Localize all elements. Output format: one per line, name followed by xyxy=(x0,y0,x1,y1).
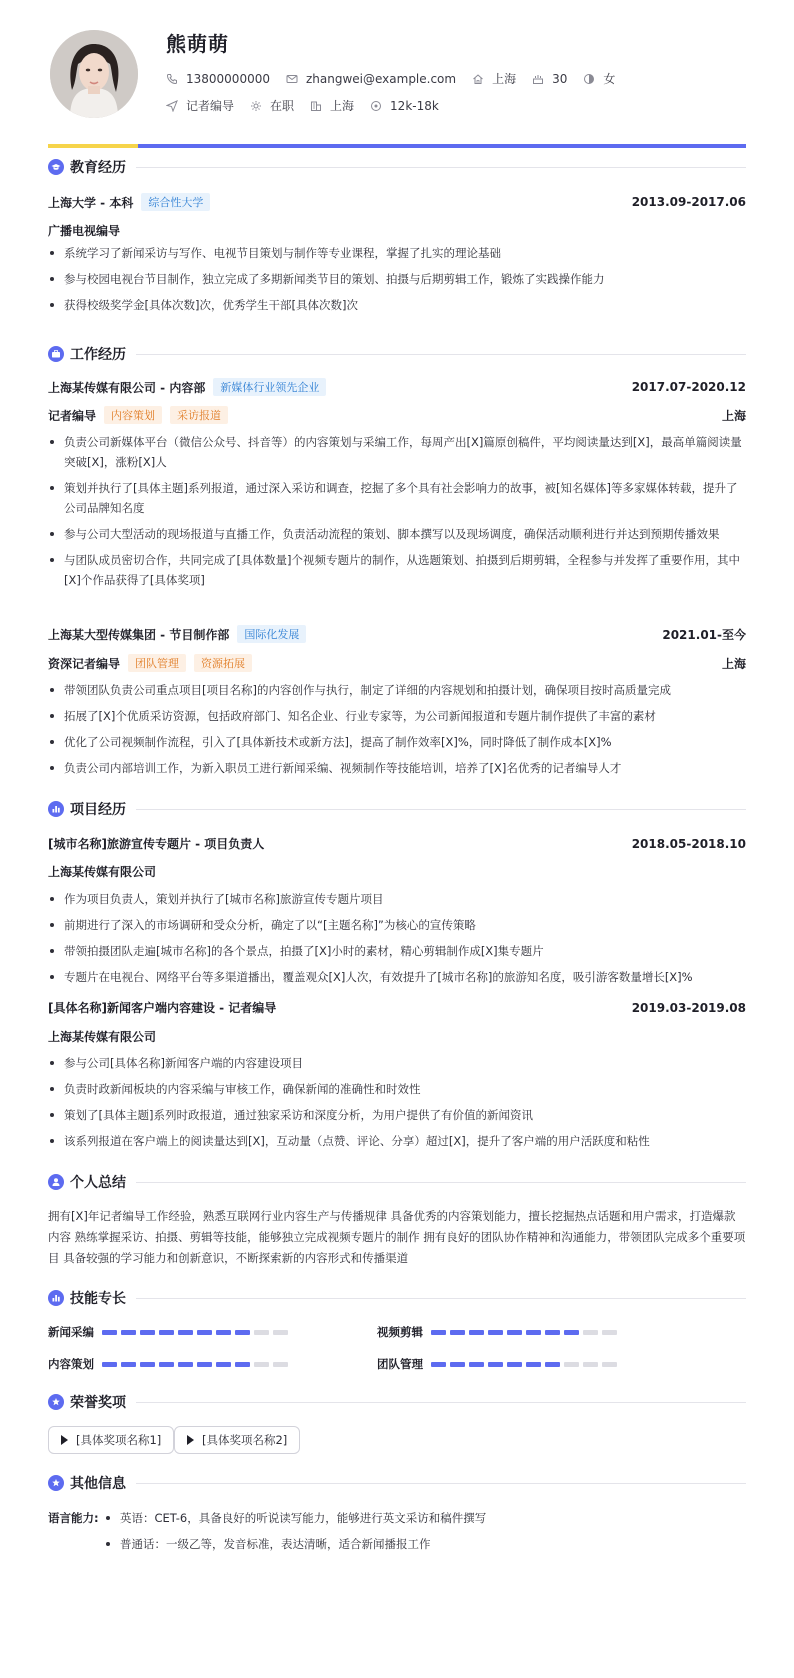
skill-segment-filled xyxy=(431,1330,446,1335)
hometown-text: 上海 xyxy=(492,72,517,86)
work-heading: 工作经历 xyxy=(70,347,126,363)
job-2-role-row xyxy=(48,654,746,672)
skill-item xyxy=(377,1324,621,1340)
award-item-1[interactable] xyxy=(48,1426,174,1454)
header-divider-accent xyxy=(48,144,138,148)
email-item xyxy=(286,72,456,86)
skill-segment-filled xyxy=(545,1330,560,1335)
education-bullets xyxy=(48,243,746,321)
project-title: [具体名称]新闻客户端内容建设 - 记者编导 xyxy=(48,1001,277,1015)
skill-segment-filled xyxy=(216,1330,231,1335)
skills-heading: 技能专长 xyxy=(70,1291,126,1307)
list-item: 带领拍摄团队走遍[城市名称]的各个景点，拍摄了[X]小时的素材，精心剪辑制作成[X]集专题片 xyxy=(48,941,746,961)
job-date: 2017.07-2020.12 xyxy=(631,380,746,394)
project-org: 上海某传媒有限公司 xyxy=(48,1030,157,1044)
project-1-org-row xyxy=(48,863,746,880)
list-item: 专题片在电视台、网络平台等多渠道播出，覆盖观众[X]人次，有效提升了[城市名称]的旅游知名度，吸引游客数量增长[X]% xyxy=(48,967,746,987)
job-1-bullets xyxy=(48,432,746,596)
skill-segment-filled xyxy=(488,1330,503,1335)
skill-segment-empty xyxy=(564,1362,579,1367)
skill-segment-empty xyxy=(273,1362,288,1367)
job-1-role-row xyxy=(48,406,746,424)
list-item: 负责时政新闻板块的内容采编与审核工作，确保新闻的准确性和时效性 xyxy=(48,1079,746,1099)
list-item: 参与校园电视台节目制作，独立完成了多期新闻类节目的策划、拍摄与后期剪辑工作，锻炼了实践操作能力 xyxy=(48,269,746,289)
skill-segment-empty xyxy=(602,1330,617,1335)
salary-item xyxy=(370,99,439,113)
job-title-item xyxy=(166,97,234,114)
list-item: 参与公司大型活动的现场报道与直播工作，负责活动流程的策划、脚本撰写以及现场调度，确保活动顺利进行并达到预期传播效果 xyxy=(48,524,746,544)
skill-segment-filled xyxy=(564,1330,579,1335)
project-1-header xyxy=(48,835,746,852)
resume-header xyxy=(48,0,746,150)
salary-text: 12k-18k xyxy=(390,98,439,113)
skill-segment-filled xyxy=(235,1362,250,1367)
gender-item xyxy=(583,70,615,87)
skill-segment-filled xyxy=(526,1362,541,1367)
skill-segment-filled xyxy=(178,1362,193,1367)
skills-section-header xyxy=(48,1288,746,1308)
project-2-header xyxy=(48,999,746,1016)
phone-icon xyxy=(166,73,178,85)
avatar xyxy=(50,30,138,118)
section-rule xyxy=(136,354,746,355)
job-1-header xyxy=(48,378,746,396)
city-text: 上海 xyxy=(330,99,355,113)
skill-item xyxy=(48,1324,292,1340)
skill-segment-empty xyxy=(254,1330,269,1335)
project-date: 2019.03-2019.08 xyxy=(631,1000,746,1015)
other-section-header xyxy=(48,1473,746,1493)
skill-segment-filled xyxy=(469,1362,484,1367)
job-location: 上海 xyxy=(721,408,746,423)
skill-segment-filled xyxy=(488,1362,503,1367)
status-item xyxy=(250,97,294,114)
major: 广播电视编导 xyxy=(48,224,121,238)
skill-segment-filled xyxy=(431,1362,446,1367)
skill-level-bar xyxy=(431,1362,621,1367)
company-title: 上海某大型传媒集团 - 节目制作部 xyxy=(48,627,230,642)
language-block xyxy=(48,1508,746,1560)
skill-segment-filled xyxy=(526,1330,541,1335)
skill-name: 新闻采编 xyxy=(48,1325,94,1339)
skill-segment-filled xyxy=(102,1330,117,1335)
project-1-bullets xyxy=(48,889,746,993)
list-item: 普通话：一级乙等，发音标准，表达清晰，适合新闻播报工作 xyxy=(104,1534,746,1554)
project-date: 2018.05-2018.10 xyxy=(631,836,746,851)
awards-heading: 荣誉奖项 xyxy=(70,1395,126,1411)
bar-chart-icon xyxy=(48,801,64,817)
awards-section-header xyxy=(48,1392,746,1412)
skill-level-bar xyxy=(102,1330,292,1335)
education-heading: 教育经历 xyxy=(70,160,126,176)
school-tag: 综合性大学 xyxy=(141,193,210,211)
job-intent-row xyxy=(166,97,455,114)
skill-item xyxy=(377,1356,621,1372)
user-icon xyxy=(48,1174,64,1190)
award-icon xyxy=(48,1394,64,1410)
skill-segment-filled xyxy=(159,1362,174,1367)
projects-heading: 项目经历 xyxy=(70,802,126,818)
job-2-bullets xyxy=(48,680,746,784)
skill-segment-filled xyxy=(450,1362,465,1367)
building-icon xyxy=(310,100,322,112)
gender-icon xyxy=(583,73,595,85)
list-item: 与团队成员密切合作，共同完成了[具体数量]个视频专题片的制作，从选题策划、拍摄到后期剪辑，全程参与并发挥了重要作用，其中[X]个作品获得了[具体奖项] xyxy=(48,550,746,590)
job-title-text: 记者编导 xyxy=(186,99,235,113)
list-item: 前期进行了深入的市场调研和受众分析，确定了以“[主题名称]”为核心的宣传策略 xyxy=(48,915,746,935)
header-divider xyxy=(48,144,746,148)
cake-icon xyxy=(532,73,544,85)
education-entry-header xyxy=(48,193,746,211)
summary-section-header xyxy=(48,1172,746,1192)
skill-segment-empty xyxy=(602,1362,617,1367)
section-rule xyxy=(136,1483,746,1484)
home-icon xyxy=(472,73,484,85)
job-date: 2021.01-至今 xyxy=(662,627,746,642)
project-2-org-row xyxy=(48,1028,746,1045)
section-rule xyxy=(136,167,746,168)
role-title: 资深记者编导 xyxy=(48,656,121,671)
list-item: 负责公司新媒体平台（微信公众号、抖音等）的内容策划与采编工作，每周产出[X]篇原创稿件，平均阅读量达到[X]，最高单篇阅读量突破[X]，涨粉[X]人 xyxy=(48,432,746,472)
skill-segment-filled xyxy=(140,1330,155,1335)
section-rule xyxy=(136,1298,746,1299)
role-tag: 团队管理 xyxy=(128,654,186,672)
skill-segment-filled xyxy=(235,1330,250,1335)
project-2-bullets xyxy=(48,1053,746,1157)
skill-name: 团队管理 xyxy=(377,1357,423,1371)
candidate-name: 熊萌萌 xyxy=(166,32,229,56)
phone-item xyxy=(166,72,270,86)
send-icon xyxy=(166,100,178,112)
language-list xyxy=(104,1508,746,1560)
graduation-cap-icon xyxy=(48,159,64,175)
role-title: 记者编导 xyxy=(48,408,97,423)
education-date: 2013.09-2017.06 xyxy=(631,195,746,209)
skill-name: 内容策划 xyxy=(48,1357,94,1371)
other-heading: 其他信息 xyxy=(70,1476,126,1492)
education-major-row xyxy=(48,222,746,239)
bar-chart-icon xyxy=(48,1290,64,1306)
school-title: 上海大学 - 本科 xyxy=(48,195,134,210)
skill-segment-empty xyxy=(254,1362,269,1367)
section-rule xyxy=(136,809,746,810)
list-item: 参与公司[具体名称]新闻客户端的内容建设项目 xyxy=(48,1053,746,1073)
portrait-photo-icon xyxy=(50,30,138,118)
skill-segment-filled xyxy=(178,1330,193,1335)
project-title: [城市名称]旅游宣传专题片 - 项目负责人 xyxy=(48,837,265,851)
company-tag: 新媒体行业领先企业 xyxy=(213,378,326,396)
play-triangle-icon xyxy=(61,1435,68,1445)
phone-text: 13800000000 xyxy=(186,71,270,86)
skill-segment-filled xyxy=(507,1362,522,1367)
status-text: 在职 xyxy=(270,99,295,113)
list-item: 英语：CET-6，具备良好的听说读写能力，能够进行英文采访和稿件撰写 xyxy=(104,1508,746,1528)
company-tag: 国际化发展 xyxy=(237,625,306,643)
award-label: [具体奖项名称1] xyxy=(76,1433,162,1447)
contact-row xyxy=(166,70,631,87)
skill-level-bar xyxy=(431,1330,621,1335)
award-item-2[interactable] xyxy=(174,1426,300,1454)
gear-icon xyxy=(250,100,262,112)
skill-item xyxy=(48,1356,292,1372)
skill-segment-filled xyxy=(159,1330,174,1335)
section-rule xyxy=(136,1182,746,1183)
age-text: 30 xyxy=(552,71,568,86)
gender-text: 女 xyxy=(603,72,616,86)
skill-segment-filled xyxy=(197,1362,212,1367)
education-section-header xyxy=(48,157,746,177)
coin-icon xyxy=(370,100,382,112)
age-item xyxy=(532,72,567,86)
company-title: 上海某传媒有限公司 - 内容部 xyxy=(48,380,206,395)
language-label: 语言能力: xyxy=(48,1511,99,1525)
list-item: 策划并执行了[具体主题]系列报道，通过深入采访和调查，挖掘了多个具有社会影响力的故事，被[知名媒体]等多家媒体转载，提升了公司品牌知名度 xyxy=(48,478,746,518)
skill-segment-filled xyxy=(102,1362,117,1367)
skill-segment-filled xyxy=(469,1330,484,1335)
list-item: 带领团队负责公司重点项目[项目名称]的内容创作与执行，制定了详细的内容规划和拍摄计划，确保项目按时高质量完成 xyxy=(48,680,746,700)
list-item: 优化了公司视频制作流程，引入了[具体新技术或新方法]，提高了制作效率[X]%，同时降低了制作成本[X]% xyxy=(48,732,746,752)
list-item: 作为项目负责人，策划并执行了[城市名称]旅游宣传专题片项目 xyxy=(48,889,746,909)
summary-text: 拥有[X]年记者编导工作经验，熟悉互联网行业内容生产与传播规律 具备优秀的内容策划能力，擅长挖掘热点话题和用户需求，打造爆款内容 熟练掌握采访、拍摄、剪辑等技能，能够独立完成视频专题片的制作 拥有良好的团队协作精神和沟通能力，带领团队完成多个重要项目 具备较强的学习能力和创新意识，不断探索新的内容形式和传播渠道 xyxy=(48,1209,746,1265)
list-item: 拓展了[X]个优质采访资源，包括政府部门、知名企业、行业专家等，为公司新闻报道和专题片制作提供了丰富的素材 xyxy=(48,706,746,726)
mail-icon xyxy=(286,73,298,85)
briefcase-icon xyxy=(48,346,64,362)
skill-segment-filled xyxy=(450,1330,465,1335)
job-location: 上海 xyxy=(721,656,746,671)
skill-segment-filled xyxy=(507,1330,522,1335)
hometown-item xyxy=(472,70,516,87)
project-org: 上海某传媒有限公司 xyxy=(48,865,157,879)
skill-segment-empty xyxy=(583,1362,598,1367)
role-tag: 内容策划 xyxy=(104,406,162,424)
play-triangle-icon xyxy=(187,1435,194,1445)
skill-segment-filled xyxy=(197,1330,212,1335)
role-tag: 资源拓展 xyxy=(194,654,252,672)
info-icon xyxy=(48,1475,64,1491)
skill-name: 视频剪辑 xyxy=(377,1325,423,1339)
work-section-header xyxy=(48,344,746,364)
list-item: 该系列报道在客户端上的阅读量达到[X]，互动量（点赞、评论、分享）超过[X]，提升了客户端的用户活跃度和粘性 xyxy=(48,1131,746,1151)
award-label: [具体奖项名称2] xyxy=(202,1433,288,1447)
skill-segment-empty xyxy=(583,1330,598,1335)
email-text: zhangwei@example.com xyxy=(305,71,457,86)
section-rule xyxy=(136,1402,746,1403)
skill-segment-filled xyxy=(140,1362,155,1367)
role-tag: 采访报道 xyxy=(170,406,228,424)
list-item: 负责公司内部培训工作，为新入职员工进行新闻采编、视频制作等技能培训，培养了[X]名优秀的记者编导人才 xyxy=(48,758,746,778)
summary-heading: 个人总结 xyxy=(70,1175,126,1191)
skill-level-bar xyxy=(102,1362,292,1367)
skill-segment-filled xyxy=(121,1330,136,1335)
list-item: 策划了[具体主题]系列时政报道，通过独家采访和深度分析，为用户提供了有价值的新闻资讯 xyxy=(48,1105,746,1125)
skill-segment-empty xyxy=(273,1330,288,1335)
projects-section-header xyxy=(48,799,746,819)
job-2-header xyxy=(48,625,746,643)
skill-segment-filled xyxy=(545,1362,560,1367)
skill-segment-filled xyxy=(216,1362,231,1367)
list-item: 系统学习了新闻采访与写作、电视节目策划与制作等专业课程，掌握了扎实的理论基础 xyxy=(48,243,746,263)
list-item: 获得校级奖学金[具体次数]次，优秀学生干部[具体次数]次 xyxy=(48,295,746,315)
skill-segment-filled xyxy=(121,1362,136,1367)
city-item xyxy=(310,97,354,114)
